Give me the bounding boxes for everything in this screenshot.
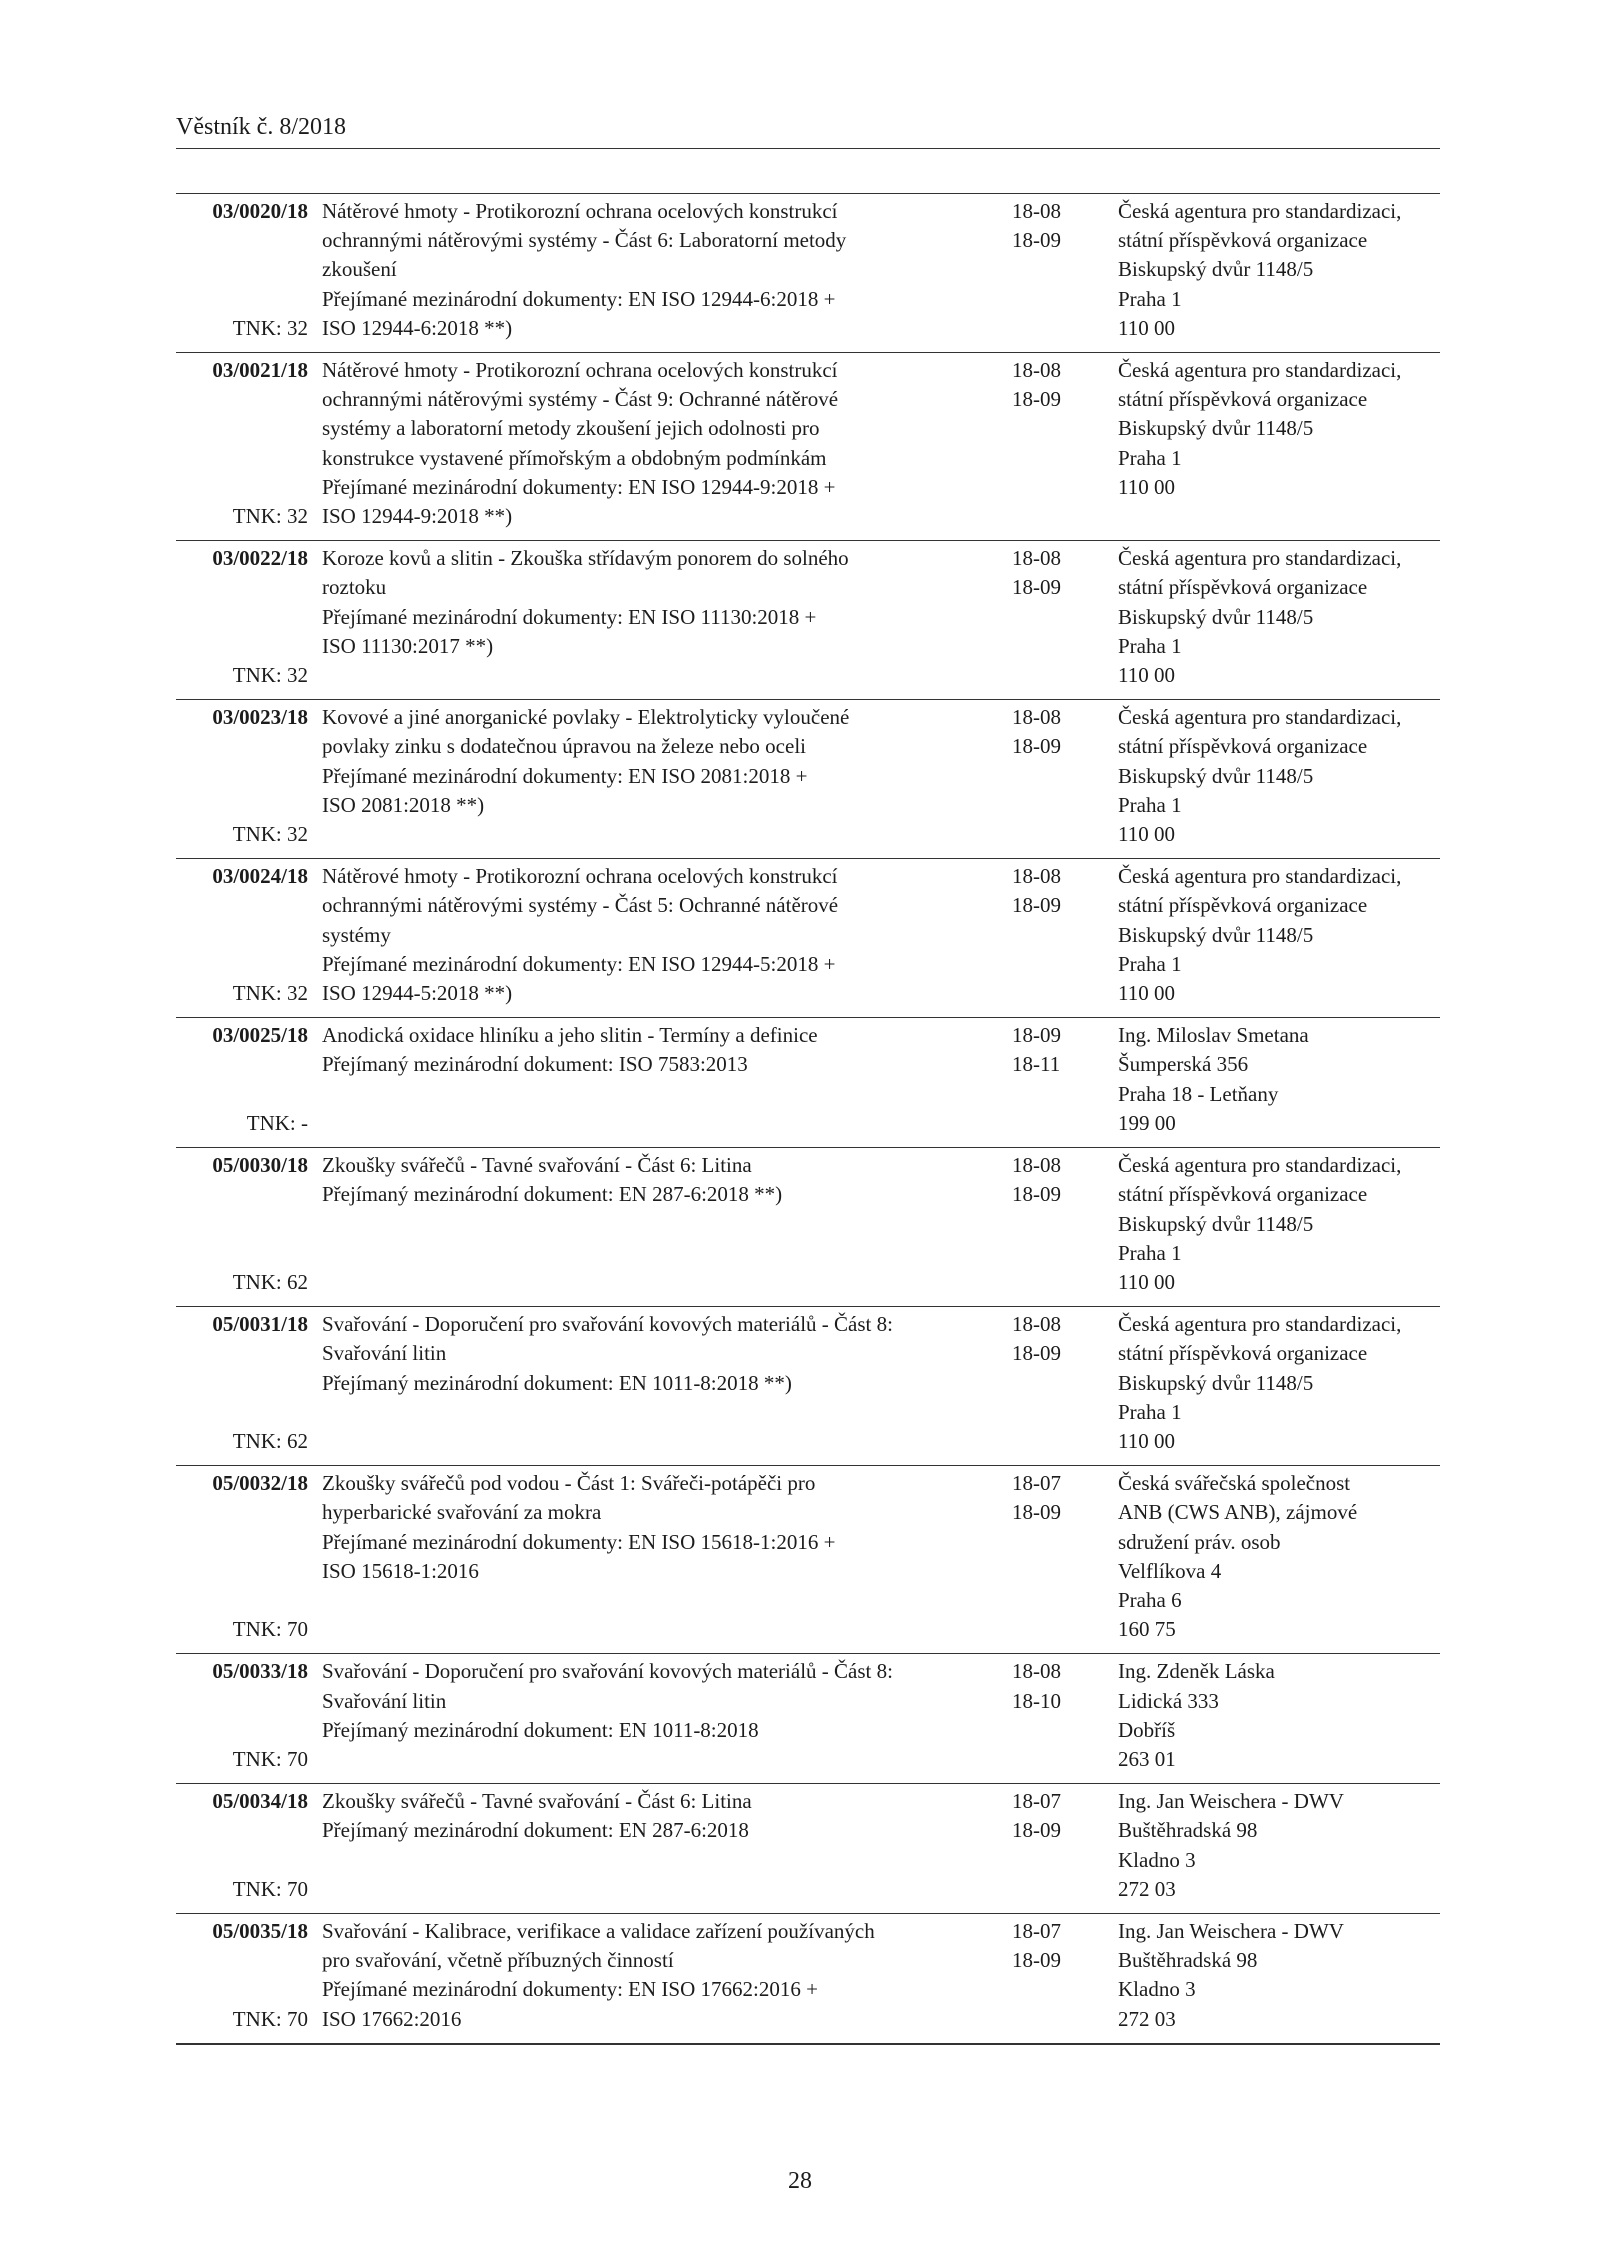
processor-line: 110 00 [1118,315,1175,340]
description-line: roztoku [322,575,387,600]
description-line: Zkoušky svářečů pod vodou - Část 1: Svářeči-potápěči pro [322,1471,816,1496]
description-cell [314,862,1002,1008]
processor-line: státní příspěvková organizace [1118,228,1368,253]
processor-line: Biskupský dvůr 1148/5 [1118,763,1314,788]
standard-number: 03/0023/18 [212,705,308,730]
processor-line: Česká agentura pro standardizaci, [1118,864,1402,889]
description-line: ochrannými nátěrovými systémy - Část 9: Ochranné nátěrové [322,387,839,412]
processor-line: Praha 1 [1118,1240,1182,1265]
standard-number: 03/0021/18 [212,358,308,383]
date-line: 18-09 [1012,734,1061,759]
description-line: konstrukce vystavené přímořským a obdobným podmínkám [322,445,827,470]
entry-id-cell [176,862,314,1008]
description-line: Svařování - Doporučení pro svařování kovových materiálů - Část 8: [322,1312,893,1337]
date-line: 18-09 [1012,893,1061,918]
entry-id-cell [176,1310,314,1456]
date-line: 18-09 [1012,1341,1061,1366]
processor-line: 110 00 [1118,1428,1175,1453]
standard-number: 05/0031/18 [212,1312,308,1337]
dates-cell [1002,1310,1104,1456]
processor-cell [1104,1657,1440,1774]
entry-id-cell [176,1151,314,1297]
description-line: pro svařování, včetně příbuzných činností [322,1948,674,1973]
processor-line: Česká agentura pro standardizaci, [1118,1153,1402,1178]
standard-number: 05/0034/18 [212,1789,308,1814]
table-row [176,541,1440,700]
standards-table [176,193,1440,2045]
processor-line: Česká agentura pro standardizaci, [1118,705,1402,730]
description-line: Přejímané mezinárodní dokumenty: EN ISO 15618-1:2016 + [322,1529,836,1554]
date-line: 18-07 [1012,1471,1061,1496]
description-cell [314,703,1002,849]
table-row [176,1466,1440,1654]
description-line: hyperbarické svařování za mokra [322,1500,602,1525]
tnk-label: TNK: 32 [232,504,308,529]
description-line: Přejímané mezinárodní dokumenty: EN ISO 2081:2018 + [322,763,808,788]
date-line: 18-09 [1012,1182,1061,1207]
standard-number: 05/0030/18 [212,1153,308,1178]
date-line: 18-08 [1012,358,1061,383]
page-header [176,112,1440,149]
processor-line: státní příspěvková organizace [1118,387,1368,412]
processor-line: Praha 18 - Letňany [1118,1081,1279,1106]
entry-id-cell [176,703,314,849]
processor-line: státní příspěvková organizace [1118,893,1368,918]
processor-cell [1104,1310,1440,1456]
standard-number: 05/0035/18 [212,1918,308,1943]
processor-line: 263 01 [1118,1746,1176,1771]
processor-line: 110 00 [1118,1269,1175,1294]
description-line: Přejímaný mezinárodní dokument: EN 287-6:2018 [322,1818,749,1843]
processor-line: Šumperská 356 [1118,1052,1249,1077]
journal-title: Věstník č. 8/2018 [176,114,346,140]
description-line: Přejímané mezinárodní dokumenty: EN ISO 17662:2016 + [322,1977,818,2002]
tnk-label: TNK: 32 [232,822,308,847]
processor-line: Praha 6 [1118,1587,1182,1612]
processor-line: 272 03 [1118,2006,1176,2031]
entry-id-cell [176,197,314,343]
dates-cell [1002,1657,1104,1774]
dates-cell [1002,544,1104,690]
description-line: Přejímané mezinárodní dokumenty: EN ISO 12944-9:2018 + [322,474,836,499]
date-line: 18-08 [1012,546,1061,571]
tnk-label: TNK: 62 [232,1428,308,1453]
processor-cell [1104,1787,1440,1904]
description-line: Koroze kovů a slitin - Zkouška střídavým ponorem do solného [322,546,849,571]
date-line: 18-10 [1012,1688,1061,1713]
description-cell [314,1787,1002,1904]
processor-line: Česká agentura pro standardizaci, [1118,1312,1402,1337]
date-line: 18-08 [1012,705,1061,730]
description-line: ochrannými nátěrovými systémy - Část 6: Laboratorní metody [322,228,847,253]
description-line: Kovové a jiné anorganické povlaky - Elektrolyticky vyloučené [322,705,850,730]
description-line: ISO 15618-1:2016 [322,1558,479,1583]
date-line: 18-09 [1012,1500,1061,1525]
processor-line: sdružení práv. osob [1118,1529,1281,1554]
description-line: Přejímané mezinárodní dokumenty: EN ISO 12944-5:2018 + [322,951,836,976]
processor-line: Buštěhradská 98 [1118,1818,1258,1843]
tnk-label: TNK: - [246,1110,308,1135]
processor-line: 272 03 [1118,1876,1176,1901]
date-line: 18-09 [1012,1023,1061,1048]
tnk-label: TNK: 70 [232,1876,308,1901]
processor-line: Praha 1 [1118,951,1182,976]
description-line: ISO 11130:2017 **) [322,633,494,658]
date-line: 18-09 [1012,228,1061,253]
description-cell [314,1917,1002,2034]
processor-line: státní příspěvková organizace [1118,575,1368,600]
processor-line: Ing. Jan Weischera - DWV [1118,1918,1344,1943]
tnk-label: TNK: 32 [232,315,308,340]
processor-cell [1104,197,1440,343]
processor-line: Velflíkova 4 [1118,1558,1222,1583]
description-line: ISO 12944-5:2018 **) [322,981,513,1006]
description-line: ochrannými nátěrovými systémy - Část 5: Ochranné nátěrové [322,893,839,918]
processor-line: Praha 1 [1118,633,1182,658]
processor-line: Kladno 3 [1118,1847,1196,1872]
table-row [176,194,1440,353]
entry-id-cell [176,544,314,690]
processor-line: Česká agentura pro standardizaci, [1118,546,1402,571]
description-line: Nátěrové hmoty - Protikorozní ochrana ocelových konstrukcí [322,358,838,383]
processor-line: Biskupský dvůr 1148/5 [1118,1370,1314,1395]
processor-cell [1104,1469,1440,1644]
date-line: 18-08 [1012,199,1061,223]
date-line: 18-09 [1012,575,1061,600]
processor-line: Biskupský dvůr 1148/5 [1118,416,1314,441]
page-number: 28 [788,2168,812,2194]
processor-line: Buštěhradská 98 [1118,1948,1258,1973]
standard-number: 05/0033/18 [212,1659,308,1684]
description-line: Svařování - Kalibrace, verifikace a validace zařízení používaných [322,1918,875,1943]
processor-line: Česká svářečská společnost [1118,1471,1351,1496]
description-cell [314,356,1002,531]
table-row [176,1307,1440,1466]
table-row [176,859,1440,1018]
description-cell [314,1657,1002,1774]
description-line: systémy [322,922,391,947]
processor-line: 110 00 [1118,663,1175,688]
processor-line: Biskupský dvůr 1148/5 [1118,922,1314,947]
processor-line: 199 00 [1118,1110,1176,1135]
processor-line: státní příspěvková organizace [1118,734,1368,759]
description-line: ISO 2081:2018 **) [322,792,485,817]
dates-cell [1002,197,1104,343]
processor-line: Kladno 3 [1118,1977,1196,2002]
description-line: Přejímaný mezinárodní dokument: EN 1011-8:2018 [322,1717,759,1742]
dates-cell [1002,862,1104,1008]
tnk-label: TNK: 70 [232,2006,308,2031]
processor-line: 110 00 [1118,981,1175,1006]
date-line: 18-08 [1012,1153,1061,1178]
description-line: Zkoušky svářečů - Tavné svařování - Část 6: Litina [322,1789,752,1814]
description-line: ISO 17662:2016 [322,2006,462,2031]
standard-number: 03/0025/18 [212,1023,308,1048]
standard-number: 05/0032/18 [212,1471,308,1496]
description-line: Anodická oxidace hliníku a jeho slitin - Termíny a definice [322,1023,818,1048]
tnk-label: TNK: 62 [232,1269,308,1294]
date-line: 18-09 [1012,387,1061,412]
processor-line: Česká agentura pro standardizaci, [1118,358,1402,383]
processor-line: 110 00 [1118,474,1175,499]
entry-id-cell [176,356,314,531]
table-row [176,1654,1440,1784]
entry-id-cell [176,1021,314,1138]
processor-line: státní příspěvková organizace [1118,1341,1368,1366]
processor-cell [1104,1151,1440,1297]
processor-line: Ing. Zdeněk Láska [1118,1659,1275,1684]
processor-cell [1104,703,1440,849]
table-row [176,1914,1440,2045]
processor-line: Dobříš [1118,1717,1176,1742]
tnk-label: TNK: 32 [232,663,308,688]
description-line: Přejímaný mezinárodní dokument: EN 1011-8:2018 **) [322,1370,792,1395]
description-line: Přejímané mezinárodní dokumenty: EN ISO 11130:2018 + [322,604,817,629]
description-line: Svařování litin [322,1341,447,1366]
description-line: Svařování litin [322,1688,447,1713]
processor-line: státní příspěvková organizace [1118,1182,1368,1207]
description-line: Nátěrové hmoty - Protikorozní ochrana ocelových konstrukcí [322,199,838,223]
description-cell [314,1310,1002,1456]
processor-cell [1104,1917,1440,2034]
dates-cell [1002,356,1104,531]
description-cell [314,197,1002,343]
table-row [176,1018,1440,1148]
description-line: zkoušení [322,257,397,282]
entry-id-cell [176,1469,314,1644]
description-cell [314,544,1002,690]
processor-line: Biskupský dvůr 1148/5 [1118,257,1314,282]
processor-cell [1104,1021,1440,1138]
description-line: Přejímané mezinárodní dokumenty: EN ISO 12944-6:2018 + [322,286,836,311]
processor-cell [1104,862,1440,1008]
table-row [176,1784,1440,1914]
processor-cell [1104,544,1440,690]
table-row [176,700,1440,859]
description-line: Svařování - Doporučení pro svařování kovových materiálů - Část 8: [322,1659,893,1684]
standard-number: 03/0020/18 [212,199,308,223]
tnk-label: TNK: 70 [232,1746,308,1771]
processor-line: Praha 1 [1118,445,1182,470]
processor-cell [1104,356,1440,531]
date-line: 18-08 [1012,1312,1061,1337]
dates-cell [1002,1787,1104,1904]
description-cell [314,1151,1002,1297]
page-footer [0,2168,1600,2195]
date-line: 18-07 [1012,1789,1061,1814]
standard-number: 03/0022/18 [212,546,308,571]
dates-cell [1002,1469,1104,1644]
processor-line: Česká agentura pro standardizaci, [1118,199,1402,223]
standard-number: 03/0024/18 [212,864,308,889]
date-line: 18-11 [1012,1052,1061,1077]
dates-cell [1002,1151,1104,1297]
description-line: Přejímaný mezinárodní dokument: EN 287-6:2018 **) [322,1182,783,1207]
date-line: 18-09 [1012,1948,1061,1973]
processor-line: 160 75 [1118,1617,1176,1642]
processor-line: Lidická 333 [1118,1688,1219,1713]
description-line: ISO 12944-6:2018 **) [322,315,513,340]
entry-id-cell [176,1787,314,1904]
tnk-label: TNK: 70 [232,1617,308,1642]
processor-line: Biskupský dvůr 1148/5 [1118,604,1314,629]
description-line: systémy a laboratorní metody zkoušení jejich odolnosti pro [322,416,820,441]
description-line: Zkoušky svářečů - Tavné svařování - Část 6: Litina [322,1153,752,1178]
processor-line: 110 00 [1118,822,1175,847]
entry-id-cell [176,1917,314,2034]
description-line: ISO 12944-9:2018 **) [322,504,513,529]
date-line: 18-08 [1012,864,1061,889]
tnk-label: TNK: 32 [232,981,308,1006]
entry-id-cell [176,1657,314,1774]
description-line: povlaky zinku s dodatečnou úpravou na železe nebo oceli [322,734,806,759]
description-cell [314,1021,1002,1138]
table-row [176,1148,1440,1307]
dates-cell [1002,1021,1104,1138]
description-line: Přejímaný mezinárodní dokument: ISO 7583:2013 [322,1052,748,1077]
dates-cell [1002,703,1104,849]
processor-line: ANB (CWS ANB), zájmové [1118,1500,1358,1525]
processor-line: Praha 1 [1118,792,1182,817]
description-cell [314,1469,1002,1644]
processor-line: Ing. Jan Weischera - DWV [1118,1789,1344,1814]
processor-line: Biskupský dvůr 1148/5 [1118,1211,1314,1236]
processor-line: Praha 1 [1118,286,1182,311]
date-line: 18-08 [1012,1659,1061,1684]
date-line: 18-07 [1012,1918,1061,1943]
table-row [176,353,1440,541]
processor-line: Ing. Miloslav Smetana [1118,1023,1309,1048]
date-line: 18-09 [1012,1818,1061,1843]
dates-cell [1002,1917,1104,2034]
description-line: Nátěrové hmoty - Protikorozní ochrana ocelových konstrukcí [322,864,838,889]
processor-line: Praha 1 [1118,1399,1182,1424]
